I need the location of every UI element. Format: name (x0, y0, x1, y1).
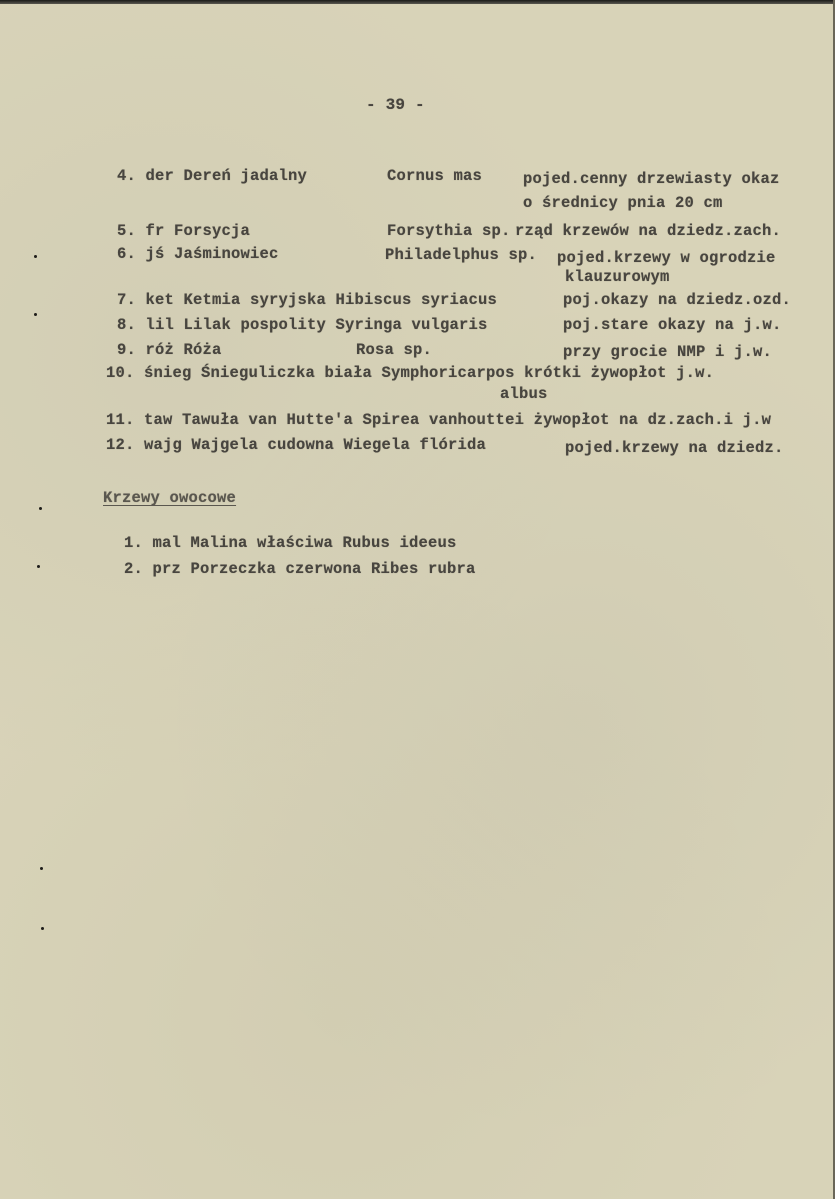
latin-name-5: Forsythia sp. (387, 222, 511, 240)
margin-dot (34, 255, 37, 258)
shrub-entry-12: 12. wajg Wajgela cudowna Wiegela flórida (106, 436, 487, 454)
fruit-entry-1: 1. mal Malina właściwa Rubus ideeus (124, 534, 457, 552)
latin-name-9: Rosa sp. (356, 341, 433, 359)
note-9: przy grocie NMP i j.w. (563, 343, 773, 361)
margin-dot (39, 507, 42, 510)
margin-dot (34, 313, 37, 316)
latin-name-10-cont: albus (500, 385, 548, 403)
latin-name-6: Philadelphus sp. (385, 246, 538, 264)
shrub-entry-8: 8. lil Lilak pospolity Syringa vulgaris (117, 316, 488, 334)
note-4: pojed.cenny drzewiasty okaz (523, 170, 780, 188)
page-number: - 39 - (366, 96, 425, 114)
margin-dot (40, 867, 43, 870)
note-12: pojed.krzewy na dziedz. (565, 439, 784, 457)
shrub-entry-7: 7. ket Ketmia syryjska Hibiscus syriacus (117, 291, 498, 309)
note-6: pojed.krzewy w ogrodzie (557, 249, 776, 267)
shrub-entry-9: 9. róż Róża (117, 341, 222, 359)
shrub-entry-4: 4. der Dereń jadalny (117, 167, 308, 185)
shrub-entry-10: 10. śnieg Śnieguliczka biała Symphoricarpos krótki żywopłot j.w. (106, 364, 715, 382)
note-8: poj.stare okazy na j.w. (563, 316, 782, 334)
note-6-cont: klauzurowym (565, 268, 670, 286)
shrub-entry-5: 5. fr Forsycja (117, 222, 251, 240)
fruit-entry-2: 2. prz Porzeczka czerwona Ribes rubra (124, 560, 476, 578)
note-5: rząd krzewów na dziedz.zach. (515, 222, 782, 240)
margin-dot (41, 927, 44, 930)
latin-name-4: Cornus mas (387, 167, 483, 185)
shrub-entry-11: 11. taw Tawuła van Hutte'a Spirea vanhouttei żywopłot na dz.zach.i j.w (106, 411, 772, 429)
margin-dot (37, 565, 40, 568)
scan-top-edge (0, 0, 835, 4)
note-7: poj.okazy na dziedz.ozd. (563, 291, 792, 309)
section-heading-fruit-shrubs: Krzewy owocowe (103, 489, 237, 507)
shrub-entry-6: 6. jś Jaśminowiec (117, 245, 279, 263)
note-4-cont: o średnicy pnia 20 cm (523, 194, 723, 212)
